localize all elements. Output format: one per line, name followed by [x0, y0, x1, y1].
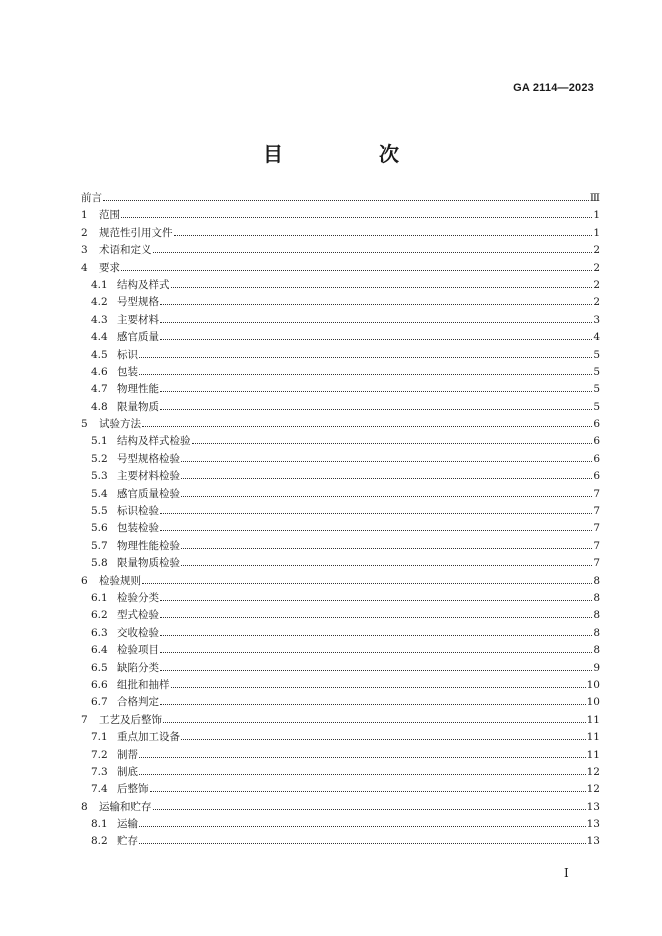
dot-leader	[150, 791, 586, 792]
toc-entry-number: 1	[81, 209, 88, 222]
dot-leader	[160, 670, 592, 671]
toc-entry-title: 规范性引用文件	[99, 226, 173, 239]
toc-entry[interactable]	[81, 712, 600, 729]
toc-entry-number: 6.2	[91, 609, 108, 622]
dot-leader	[160, 652, 592, 653]
toc-entry[interactable]	[81, 660, 600, 677]
toc-entry-page: 6	[593, 470, 600, 483]
dot-leader	[139, 843, 586, 844]
toc-entry-number: 6.6	[91, 678, 108, 691]
toc-entry-title: 工艺及后整饰	[99, 713, 162, 726]
dot-leader	[181, 565, 592, 566]
dot-leader	[181, 496, 592, 497]
toc-entry-page: Ⅲ	[589, 192, 600, 204]
toc-entry-page: 9	[593, 661, 600, 674]
toc-entry-page: 2	[593, 296, 600, 309]
dot-leader	[139, 757, 586, 758]
toc-entry-page: 8	[593, 626, 600, 639]
toc-entry-title: 号型规格	[117, 296, 159, 309]
dot-leader	[142, 583, 592, 584]
dot-leader	[160, 530, 592, 531]
dot-leader	[160, 409, 592, 410]
dot-leader	[171, 287, 593, 288]
toc-entry[interactable]	[81, 416, 600, 433]
toc-entry[interactable]	[81, 590, 600, 607]
toc-entry-number: 5.5	[91, 505, 108, 518]
toc-entry-number: 6.1	[91, 591, 108, 604]
toc-entry[interactable]	[81, 207, 600, 224]
toc-entry[interactable]	[81, 242, 600, 259]
toc-entry-title: 物理性能检验	[117, 539, 180, 552]
toc-entry-title: 范围	[99, 209, 120, 222]
toc-entry[interactable]	[81, 694, 600, 711]
toc-entry-title: 主要材料	[117, 313, 159, 326]
toc-entry-number: 5.4	[91, 487, 108, 500]
dot-leader	[160, 391, 592, 392]
toc-entry-number: 6.4	[91, 644, 108, 657]
toc-entry[interactable]	[81, 347, 600, 364]
dot-leader	[160, 617, 592, 618]
toc-entry-number: 7.1	[91, 731, 108, 744]
toc-entry-title: 限量物质	[117, 400, 159, 413]
toc-entry-page: 5	[593, 348, 600, 361]
dot-leader	[163, 722, 586, 723]
dot-leader	[139, 774, 586, 775]
toc-entry-page: 8	[593, 609, 600, 622]
toc-entry-page: 8	[593, 591, 600, 604]
toc-entry-page: 11	[586, 713, 600, 726]
toc-entry-title: 包装	[117, 365, 138, 378]
toc-entry-number: 4	[81, 261, 88, 274]
toc-entry-title: 物理性能	[117, 383, 159, 396]
toc-entry[interactable]	[81, 468, 600, 485]
toc-entry-title: 前言	[81, 192, 102, 204]
toc-entry-page: 1	[593, 209, 600, 222]
dot-leader	[139, 357, 592, 358]
dot-leader	[174, 235, 593, 236]
toc-entry[interactable]	[81, 364, 600, 381]
toc-entry-title: 检验项目	[117, 644, 159, 657]
toc-entry-page: 2	[593, 261, 600, 274]
toc-entry-number: 8.1	[91, 818, 108, 831]
dot-leader	[181, 478, 592, 479]
dot-leader	[160, 322, 592, 323]
toc-entry-number: 4.6	[91, 365, 108, 378]
toc-entry[interactable]	[81, 486, 600, 503]
dot-leader	[160, 513, 592, 514]
toc-entry-number: 4.1	[91, 278, 108, 291]
toc-entry[interactable]	[81, 747, 600, 764]
toc-entry-page: 5	[593, 400, 600, 413]
table-of-contents	[81, 190, 600, 851]
standard-code: GA 2114—2023	[513, 82, 594, 94]
toc-entry-number: 7.2	[91, 748, 108, 761]
toc-entry-title: 限量物质检验	[117, 557, 180, 570]
toc-entry[interactable]	[81, 381, 600, 398]
dot-leader	[181, 739, 586, 740]
dot-leader	[160, 339, 592, 340]
dot-leader	[139, 826, 586, 827]
toc-entry[interactable]	[81, 555, 600, 572]
toc-entry-page: 7	[593, 487, 600, 500]
toc-entry[interactable]	[81, 538, 600, 555]
toc-entry[interactable]	[81, 833, 600, 850]
toc-entry-page: 6	[593, 452, 600, 465]
toc-entry-title: 型式检验	[117, 609, 159, 622]
toc-entry[interactable]	[81, 294, 600, 311]
dot-leader	[103, 200, 589, 201]
toc-entry[interactable]	[81, 329, 600, 346]
toc-entry-page: 4	[593, 331, 600, 344]
toc-entry[interactable]	[81, 520, 600, 537]
toc-entry-page: 8	[593, 574, 600, 587]
toc-entry-number: 5.2	[91, 452, 108, 465]
toc-entry[interactable]	[81, 399, 600, 416]
toc-entry[interactable]	[81, 260, 600, 277]
toc-entry-number: 4.8	[91, 400, 108, 413]
toc-entry-title: 标识检验	[117, 505, 159, 518]
toc-entry-page: 6	[593, 435, 600, 448]
toc-entry-number: 5.1	[91, 435, 108, 448]
toc-entry-title: 包装检验	[117, 522, 159, 535]
toc-entry-number: 5.8	[91, 557, 108, 570]
toc-entry[interactable]	[81, 799, 600, 816]
toc-entry[interactable]	[81, 607, 600, 624]
toc-entry-page: 7	[593, 557, 600, 570]
toc-entry-title: 标识	[117, 348, 138, 361]
dot-leader	[171, 687, 586, 688]
toc-entry-page: 13	[586, 818, 600, 831]
toc-entry-page: 5	[593, 383, 600, 396]
toc-entry[interactable]	[81, 312, 600, 329]
toc-entry-number: 8.2	[91, 835, 108, 848]
toc-entry-page: 11	[586, 731, 600, 744]
toc-entry-page: 13	[586, 835, 600, 848]
toc-entry[interactable]	[81, 190, 600, 207]
toc-entry-title: 运输和贮存	[99, 800, 152, 813]
toc-entry[interactable]	[81, 225, 600, 242]
dot-leader	[139, 374, 592, 375]
dot-leader	[160, 600, 592, 601]
toc-entry-title: 感官质量检验	[117, 487, 180, 500]
toc-entry[interactable]	[81, 503, 600, 520]
toc-entry-title: 制底	[117, 765, 138, 778]
toc-entry-page: 10	[586, 696, 600, 709]
toc-entry-number: 5	[81, 418, 88, 431]
toc-entry-page: 13	[586, 800, 600, 813]
toc-entry-page: 11	[586, 748, 600, 761]
toc-entry-title: 检验规则	[99, 574, 141, 587]
toc-entry-title: 结构及样式	[117, 278, 170, 291]
toc-entry-page: 3	[593, 313, 600, 326]
toc-entry[interactable]	[81, 451, 600, 468]
dot-leader	[142, 426, 592, 427]
dot-leader	[121, 217, 592, 218]
toc-entry-title: 术语和定义	[99, 244, 152, 257]
toc-entry[interactable]	[81, 277, 600, 294]
page-number: I	[564, 866, 569, 880]
dot-leader	[160, 635, 592, 636]
toc-entry-number: 2	[81, 226, 88, 239]
dot-leader	[121, 270, 592, 271]
toc-entry-title: 组批和抽样	[117, 678, 170, 691]
toc-entry-page: 2	[593, 278, 600, 291]
toc-entry-page: 12	[586, 765, 600, 778]
toc-entry-page: 8	[593, 644, 600, 657]
toc-entry-title: 贮存	[117, 835, 138, 848]
toc-entry[interactable]	[81, 729, 600, 746]
toc-entry-title: 要求	[99, 261, 120, 274]
toc-entry-title: 主要材料检验	[117, 470, 180, 483]
toc-entry-number: 5.7	[91, 539, 108, 552]
toc-entry-title: 感官质量	[117, 331, 159, 344]
toc-entry-number: 7.3	[91, 765, 108, 778]
toc-entry-title: 制帮	[117, 748, 138, 761]
toc-entry-number: 3	[81, 244, 88, 257]
page-title: 目 次	[263, 142, 437, 166]
toc-entry-page: 12	[586, 783, 600, 796]
toc-entry-title: 检验分类	[117, 591, 159, 604]
dot-leader	[160, 304, 592, 305]
toc-entry-page: 6	[593, 418, 600, 431]
toc-entry[interactable]	[81, 573, 600, 590]
toc-entry-number: 4.5	[91, 348, 108, 361]
toc-entry-title: 运输	[117, 818, 138, 831]
toc-entry-number: 6	[81, 574, 88, 587]
toc-entry-page: 10	[586, 678, 600, 691]
toc-entry[interactable]	[81, 642, 600, 659]
toc-entry-number: 6.7	[91, 696, 108, 709]
toc-entry-title: 试验方法	[99, 418, 141, 431]
toc-entry[interactable]	[81, 781, 600, 798]
toc-entry[interactable]	[81, 433, 600, 450]
toc-entry-number: 8	[81, 800, 88, 813]
dot-leader	[192, 443, 593, 444]
toc-entry-number: 4.2	[91, 296, 108, 309]
toc-entry[interactable]	[81, 764, 600, 781]
toc-entry-title: 号型规格检验	[117, 452, 180, 465]
dot-leader	[153, 809, 586, 810]
toc-entry[interactable]	[81, 816, 600, 833]
toc-entry-number: 7	[81, 713, 88, 726]
toc-entry-page: 7	[593, 522, 600, 535]
toc-entry-title: 结构及样式检验	[117, 435, 191, 448]
dot-leader	[153, 252, 593, 253]
toc-entry-number: 7.4	[91, 783, 108, 796]
toc-entry-number: 5.3	[91, 470, 108, 483]
dot-leader	[181, 461, 592, 462]
toc-entry-title: 缺陷分类	[117, 661, 159, 674]
toc-entry-number: 4.3	[91, 313, 108, 326]
toc-entry-number: 6.5	[91, 661, 108, 674]
dot-leader	[181, 548, 592, 549]
toc-entry-title: 后整饰	[117, 783, 149, 796]
toc-entry-number: 5.6	[91, 522, 108, 535]
toc-entry-page: 1	[593, 226, 600, 239]
toc-entry-page: 2	[593, 244, 600, 257]
toc-entry-number: 4.4	[91, 331, 108, 344]
toc-entry-number: 6.3	[91, 626, 108, 639]
toc-entry-page: 7	[593, 505, 600, 518]
dot-leader	[160, 704, 586, 705]
toc-entry-page: 5	[593, 365, 600, 378]
toc-entry-page: 7	[593, 539, 600, 552]
toc-entry-title: 重点加工设备	[117, 731, 180, 744]
toc-entry[interactable]	[81, 625, 600, 642]
toc-entry-number: 4.7	[91, 383, 108, 396]
toc-entry-title: 交收检验	[117, 626, 159, 639]
toc-entry[interactable]	[81, 677, 600, 694]
toc-entry-title: 合格判定	[117, 696, 159, 709]
